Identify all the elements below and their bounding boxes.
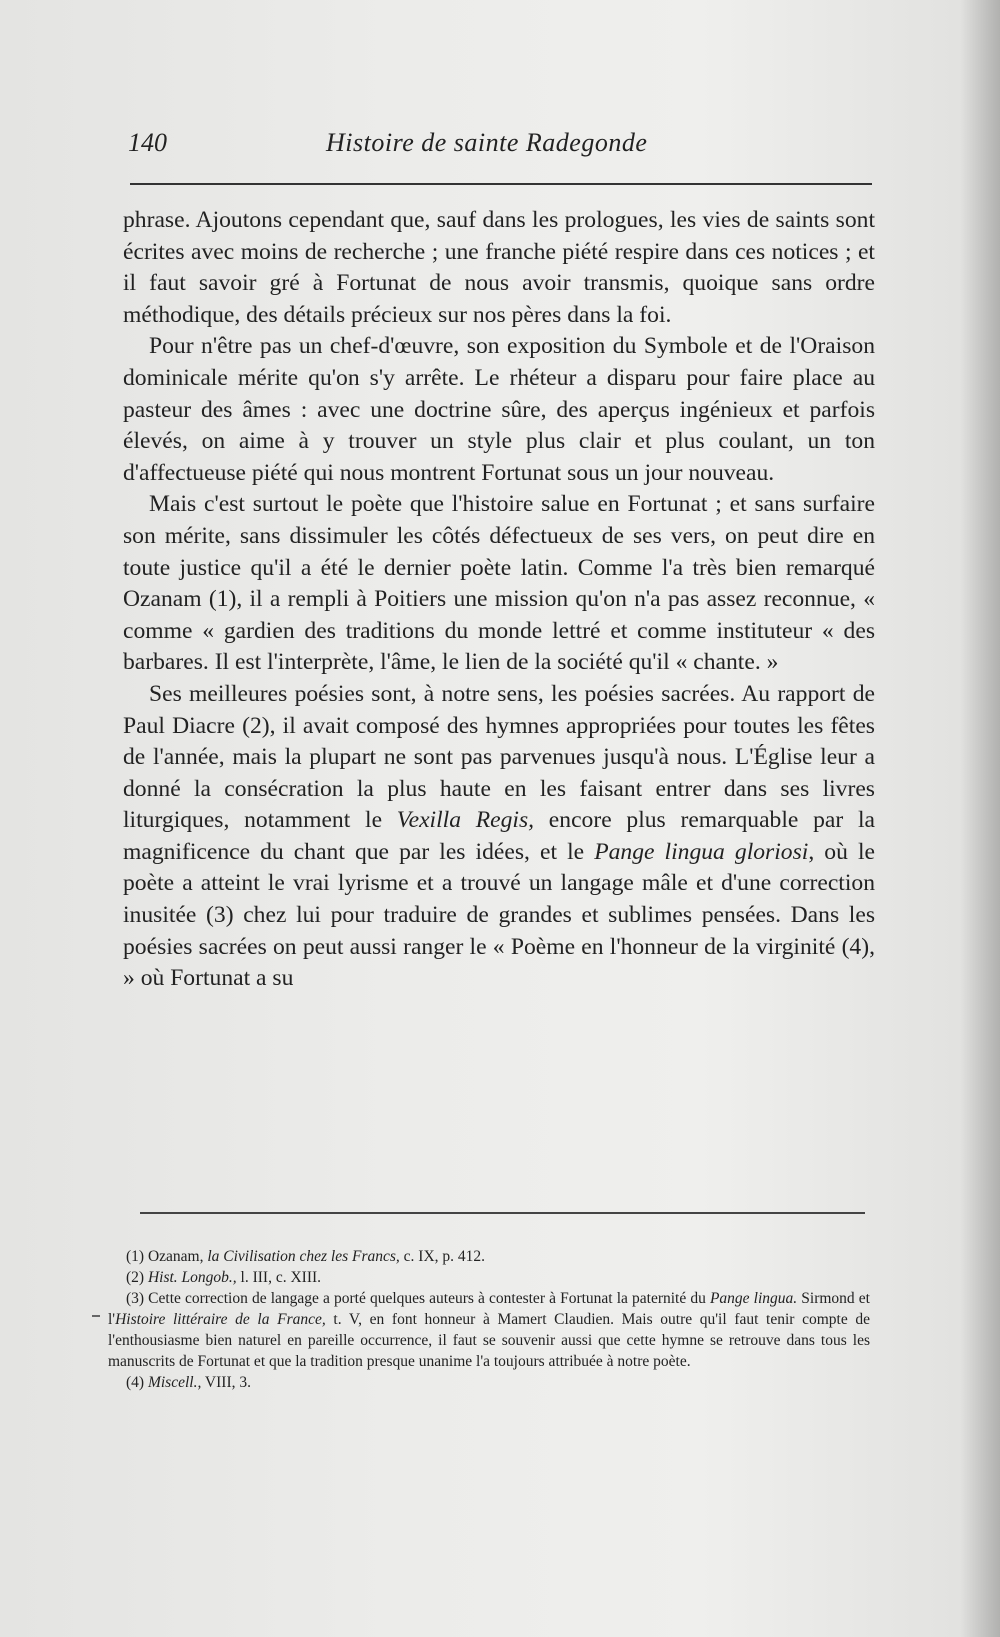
footnote-4-italic: Miscell., <box>147 1374 202 1391</box>
main-text <box>123 205 875 995</box>
footnote-3-italic-2: Histoire littéraire de la France, <box>115 1311 326 1328</box>
page-edge-shadow <box>960 0 1000 1637</box>
paragraph-4-text-b: encore plus remarquable par la magnificence du chant que par les idées, et le <box>123 807 876 865</box>
footnote-3-text-b: Sirmond et l' <box>108 1290 870 1328</box>
footnote-3-text-c: t. V, en font honneur à Mamert Claudien. Mais outre qu'il faut tenir compte de l'enthousiasme bien naturel en pareille occurrence, il faut se souvenir aussi que cette hymne se retrouve dans tous les manuscrits de Fortunat et que la tradition presque unanime l'a toujours attribuée à notre poète. <box>108 1311 870 1370</box>
footnote-2-text-b: l. III, c. XIII. <box>236 1269 322 1286</box>
footnote-4-text-a: (4) <box>126 1374 148 1391</box>
footnote-2 <box>108 1267 870 1288</box>
footnote-3-italic-1: Pange lingua. <box>709 1290 798 1307</box>
pange-lingua-title: Pange lingua gloriosi <box>594 838 809 865</box>
footnote-1-text-a: (1) Ozanam, <box>126 1248 208 1265</box>
vexilla-regis-title: Vexilla Regis, <box>396 807 535 834</box>
header-rule <box>130 183 872 185</box>
paragraph-1: phrase. Ajoutons cependant que, sauf dans les prologues, les vies de saints sont écrites avec moins de recherche ; une franche piété respire dans ces notices ; et il faut savoir gré à Fortunat de nous avoir transmis, quoique sans ordre méthodique, des détails précieux sur nos pères dans la foi. <box>123 207 875 328</box>
running-head <box>128 128 838 168</box>
page-number: 140 <box>128 128 167 157</box>
paragraph-4-text-a: Ses meilleures poésies sont, à notre sens, les poésies sacrées. Au rapport de Paul Diacre (2), il avait composé des hymnes appropriées pour toutes les fêtes de l'année, mais la plupart ne sont pas parvenues jusqu'à nous. L'Église leur a donné la consécration la plus haute en les faisant entrer dans ses livres liturgiques, notamment le <box>123 680 875 834</box>
footnote-4 <box>108 1372 870 1393</box>
footnote-2-italic: Hist. Longob., <box>147 1269 237 1286</box>
footnote-3-text-a: (3) Cette correction de langage a porté quelques auteurs à contester à Fortunat la paternité du <box>126 1290 710 1307</box>
footnote-1-text-b: c. IX, p. 412. <box>399 1248 486 1265</box>
paragraph-4-text-c: , où le poète a atteint le vrai lyrisme et a trouvé un langage mâle et d'une correction inusitée (3) chez lui pour traduire de grandes et sublimes pensées. Dans les poésies sacrées on peut aussi ranger le « Poème en l'honneur de la virginité (4), » où Fortunat a su <box>123 838 875 992</box>
footnote-1 <box>108 1246 870 1267</box>
running-title: Histoire de sainte Radegonde <box>326 128 648 157</box>
paragraph-4 <box>123 679 875 995</box>
footnote-3 <box>108 1288 870 1372</box>
margin-mark <box>92 1315 100 1317</box>
footnote-rule <box>140 1212 865 1214</box>
paragraph-3: Mais c'est surtout le poète que l'histoire salue en Fortunat ; et sans surfaire son mérite, sans dissimuler les côtés défectueux de ses vers, on peut dire en toute justice qu'il a été le dernier poète latin. Comme l'a très bien remarqué Ozanam (1), il a rempli à Poitiers une mission qu'on n'a pas assez reconnue, « comme « gardien des traditions du monde lettré et comme instituteur « des barbares. Il est l'interprète, l'âme, le lien de la société qu'il « chante. » <box>123 491 875 676</box>
footnote-4-text-b: VIII, 3. <box>201 1374 251 1391</box>
footnote-1-italic: la Civilisation chez les Francs, <box>207 1248 400 1265</box>
paragraph-2: Pour n'être pas un chef-d'œuvre, son exposition du Symbole et de l'Oraison dominicale mérite qu'on s'y arrête. Le rhéteur a disparu pour faire place au pasteur des âmes : avec une doctrine sûre, des aperçus ingénieux et parfois élevés, on aime à y trouver un style plus clair et plus coulant, un ton d'affectueuse piété qui nous montrent Fortunat sous un jour nouveau. <box>123 333 875 486</box>
footnotes <box>108 1246 870 1393</box>
footnote-2-text-a: (2) <box>126 1269 148 1286</box>
